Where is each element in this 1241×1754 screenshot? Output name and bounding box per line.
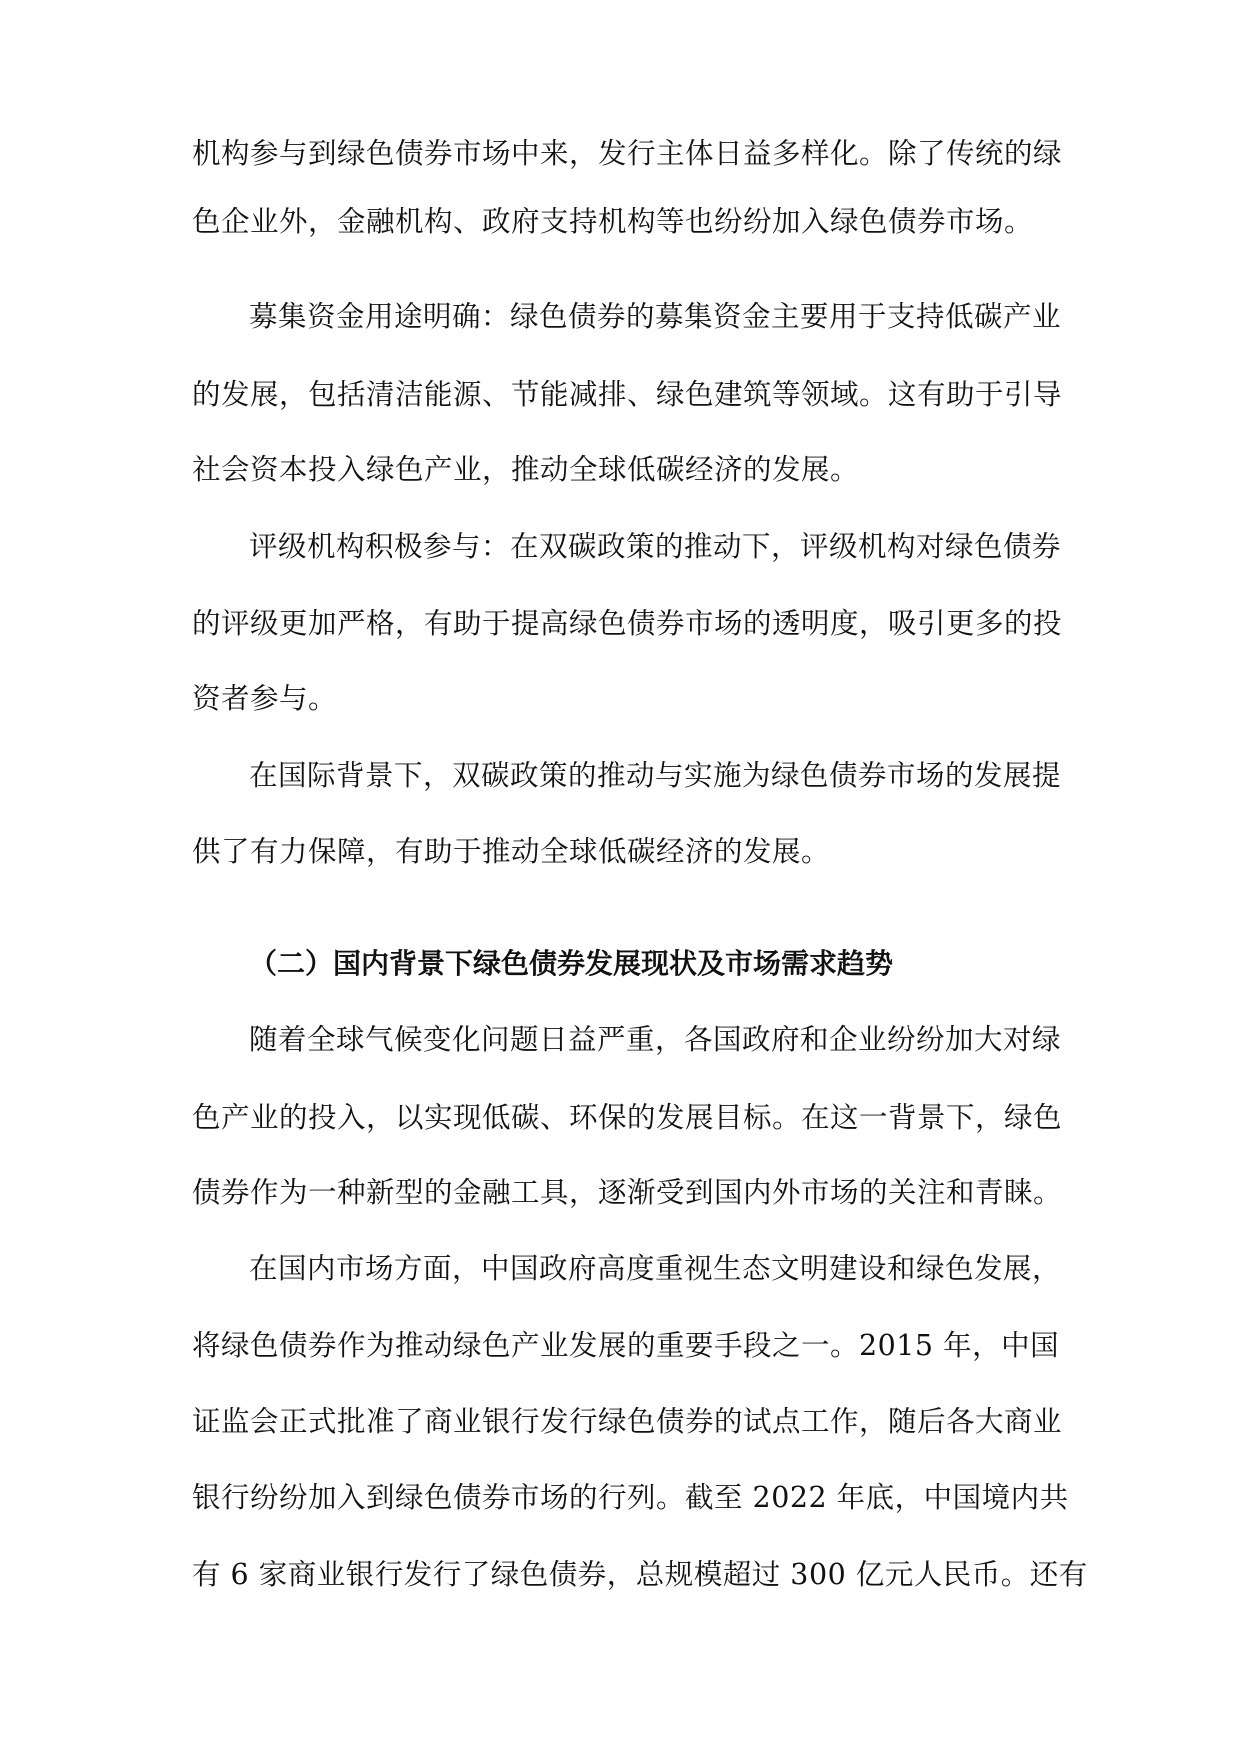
paragraph-line: 资者参与。: [192, 682, 338, 715]
paragraph-line: 随着全球气候变化问题日益严重，各国政府和企业纷纷加大对绿: [249, 1023, 1062, 1056]
paragraph-line: 色企业外，金融机构、政府支持机构等也纷纷加入绿色债券市场。: [192, 205, 1034, 238]
paragraph-line: 色产业的投入，以实现低碳、环保的发展目标。在这一背景下，绿色: [192, 1101, 1063, 1134]
paragraph-line: 募集资金用途明确：绿色债券的募集资金主要用于支持低碳产业: [249, 300, 1062, 333]
paragraph-line: 债券作为一种新型的金融工具，逐渐受到国内外市场的关注和青睐。: [192, 1176, 1063, 1209]
paragraph-line: 银行纷纷加入到绿色债券市场的行列。截至 2022 年底，中国境内共: [192, 1481, 1069, 1514]
paragraph-line: 在国内市场方面，中国政府高度重视生态文明建设和绿色发展，: [249, 1252, 1062, 1285]
paragraph-line: 将绿色债券作为推动绿色产业发展的重要手段之一。2015 年，中国: [192, 1329, 1060, 1362]
paragraph-line: 机构参与到绿色债券市场中来，发行主体日益多样化。除了传统的绿: [192, 137, 1063, 170]
paragraph-line: 在国际背景下，双碳政策的推动与实施为绿色债券市场的发展提: [249, 759, 1062, 792]
section-heading: （二）国内背景下绿色债券发展现状及市场需求趋势: [249, 947, 894, 980]
paragraph-line: 的发展，包括清洁能源、节能减排、绿色建筑等领域。这有助于引导: [192, 378, 1063, 411]
paragraph-line: 供了有力保障，有助于推动全球低碳经济的发展。: [192, 835, 831, 868]
paragraph-line: 评级机构积极参与：在双碳政策的推动下，评级机构对绿色债券: [249, 530, 1062, 563]
paragraph-line: 证监会正式批准了商业银行发行绿色债券的试点工作，随后各大商业: [192, 1405, 1063, 1438]
paragraph-line: 社会资本投入绿色产业，推动全球低碳经济的发展。: [192, 453, 860, 486]
paragraph-line: 的评级更加严格，有助于提高绿色债券市场的透明度，吸引更多的投: [192, 607, 1063, 640]
paragraph-line: 有 6 家商业银行发行了绿色债券，总规模超过 300 亿元人民币。还有: [192, 1558, 1088, 1591]
